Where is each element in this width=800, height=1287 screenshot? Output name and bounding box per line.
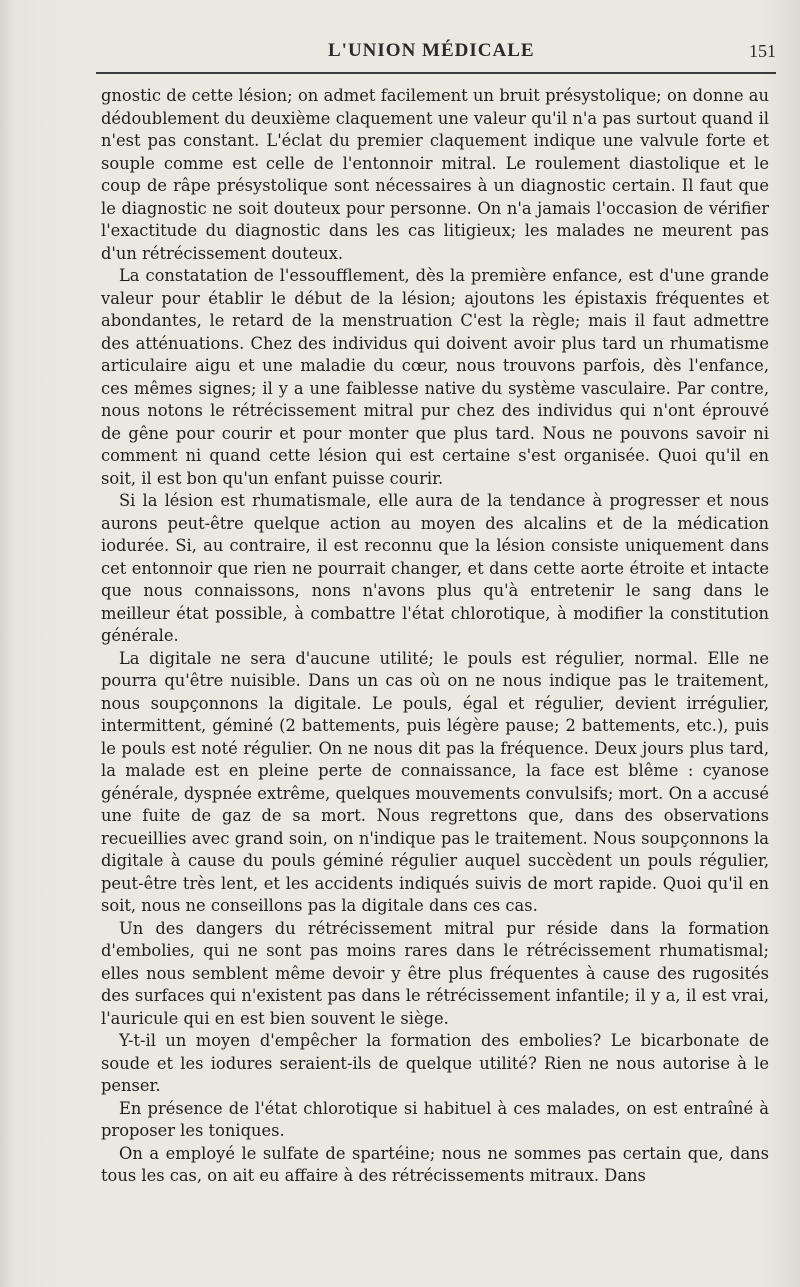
body-text — [101, 85, 769, 1188]
paragraph: Un des dangers du rétrécissement mitral pur réside dans la formation d'embolies, qui ne sont pas moins rares dans le rétrécissement rhumatismal; elles nous semblent même devoir y être plus fréquentes à cause des rugosités des surfaces qui n'existent pas dans le rétrécissement infantile; il y a, il est vrai, l'auricule qui en est bien souvent le siège. — [101, 918, 769, 1028]
paragraph: Y-t-il un moyen d'empêcher la formation des embolies? Le bicarbonate de soude et les iodures seraient-ils de quelque utilité? Rien ne nous autorise à le penser. — [101, 1031, 769, 1095]
paragraph: Si la lésion est rhumatismale, elle aura de la tendance à progresser et nous aurons peut-être quelque action au moyen des alcalins et de la médication iodurée. Si, au contraire, il est reconnu que la lésion consiste uniquement dans cet entonnoir que rien ne pourrait changer, et dans cette aorte étroite et intacte que nous connaissons, nons n'avons plus qu'à entretenir le sang dans le meilleur état possible, à combattre l'état chlorotique, à modifier la constitution générale. — [101, 491, 769, 645]
paragraph: On a employé le sulfate de spartéine; nous ne sommes pas certain que, dans tous les cas, on ait eu affaire à des rétrécissements mitraux. Dans — [101, 1143, 769, 1185]
page-header — [96, 38, 776, 74]
paragraph: gnostic de cette lésion; on admet facilement un bruit présystolique; on donne au dédoublement du deuxième claquement une valeur qu'il n'a pas surtout quand il n'est pas constant. L'éclat du premier claquement indique une valvule forte et souple comme est celle de l'entonnoir mitral. Le roulement diastolique et le coup de râpe présystolique sont nécessaires à un diagnostic certain. Il faut que le diagnostic ne soit douteux pour personne. On n'a jamais l'occasion de vérifier l'exactitude du diagnostic dans les cas litigieux; les malades ne meurent pas d'un rétrécissement douteux. — [101, 86, 769, 263]
paragraph: La constatation de l'essoufflement, dès la première enfance, est d'une grande valeur pour établir le début de la lésion; ajoutons les épistaxis fréquentes et abondantes, le retard de la menstruation C'est la règle; mais il faut admettre des atténuations. Chez des individus qui doivent avoir plus tard un rhumatisme articulaire aigu et une maladie du cœur, nous trouvons parfois, dès l'enfance, ces mêmes signes; il y a une faiblesse native du système vasculaire. Par contre, nous notons le rétrécissement mitral pur chez des individus qui n'ont éprouvé de gêne pour courir et pour monter que plus tard. Nous ne pouvons savoir ni comment ni quand cette lésion qui est certaine s'est organisée. Quoi qu'il en soit, il est bon qu'un enfant puisse courir. — [101, 266, 769, 488]
paragraph: En présence de l'état chlorotique si habituel à ces malades, on est entraîné à proposer les toniques. — [101, 1098, 769, 1140]
running-title: L'UNION MÉDICALE — [328, 40, 535, 61]
page-number: 151 — [749, 41, 776, 61]
header-rule — [96, 72, 776, 74]
paragraph: La digitale ne sera d'aucune utilité; le pouls est régulier, normal. Elle ne pourra qu'être nuisible. Dans un cas où on ne nous indique pas le traitement, nous soupçonnons la digitale. Le pouls, égal et régulier, devient irrégulier, intermittent, géminé (2 battements, puis légère pause; 2 battements, etc.), puis le pouls est noté régulier. On ne nous dit pas la fréquence. Deux jours plus tard, la malade est en pleine perte de connaissance, la face est blême : cyanose générale, dyspnée extrême, quelques mouvements convulsifs; mort. On a accusé une fuite de gaz de sa mort. Nous regrettons que, dans des observations recueillies avec grand soin, on n'indique pas le traitement. Nous soupçonnons la digitale à cause du pouls géminé régulier auquel succèdent un pouls régulier, peut-être très lent, et les accidents indiqués suivis de mort rapide. Quoi qu'il en soit, nous ne conseillons pas la digitale dans ces cas. — [101, 648, 769, 915]
